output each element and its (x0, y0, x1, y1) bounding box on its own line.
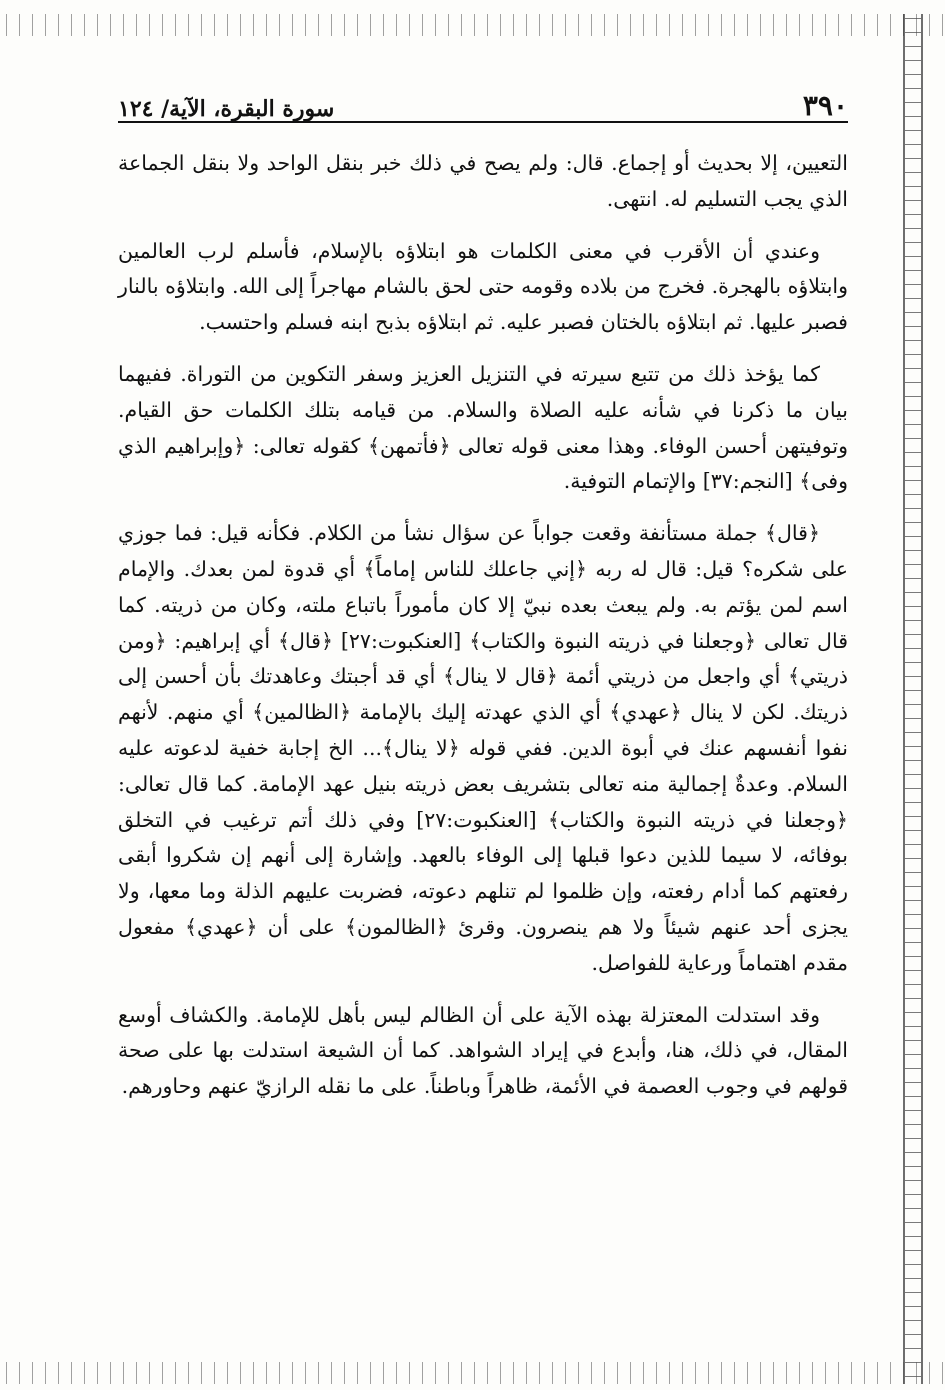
paragraph: كما يؤخذ ذلك من تتبع سيرته في التنزيل العزيز وسفر التكوين من التوراة. ففيهما بيان ما ذكرنا في شأنه عليه الصلاة والسلام. من قيامه بتلك الكلمات حق القيام. وتوفيتهن أحسن الوفاء. وهذا معنى قوله تعالى ﴿فأتمهن﴾ كقوله تعالى: ﴿وإبراهيم الذي وفى﴾ [النجم:٣٧] والإتمام التوفية. (118, 361, 848, 494)
body-text (118, 146, 848, 1105)
right-border-ornament (903, 14, 923, 1384)
paragraph: ﴿قال﴾ جملة مستأنفة وقعت جواباً عن سؤال نشأ من الكلام. فكأنه قيل: فما جوزي على شكره؟ قيل: قال له ربه ﴿إني جاعلك للناس إماماً﴾ أي قدوة لمن بعدك. والإمام اسم لمن يؤتم به. ولم يبعث بعده نبيّ إلا كان مأموراً باتباع ملته، وكان من ذريته. كما قال تعالى ﴿وجعلنا في ذريته النبوة والكتاب﴾ [العنكبوت:٢٧] ﴿قال﴾ أي إبراهيم: ﴿ومن ذريتي﴾ أي واجعل من ذريتي أئمة ﴿قال لا ينال﴾ أي قد أجبتك وعاهدتك بأن أحسن إلى ذريتك. لكن لا ينال ﴿عهدي﴾ أي الذي عهدته إليك بالإمامة ﴿الظالمين﴾ أي منهم. لأنهم نفوا أنفسهم عنك في أبوة الدين. ففي قوله ﴿لا ينال﴾... الخ إجابة خفية لدعوته عليه السلام. وعدةٌ إجمالية منه تعالى بتشريف بعض ذريته بنيل عهد الإمامة. كما قال تعالى: ﴿وجعلنا في ذريته النبوة والكتاب﴾ [العنكبوت:٢٧] وفي ذلك أتم ترغيب في التخلق بوفائه، لا سيما للذين دعوا قبلها إلى الوفاء بالعهد. وإشارة إلى أنهم إن شكروا أبقى رفعتهم كما أدام رفعته، وإن ظلموا لم تنلهم دعوته، فضربت عليهم الذلة وما معها، ولا يجزى أحد عنهم شيئاً ولا هم ينصرون. وقرئ ﴿الظالمون﴾ على أن ﴿عهدي﴾ مفعول مقدم اهتماماً ورعاية للفواصل. (118, 521, 849, 975)
top-border-ornament (0, 14, 945, 36)
page-header (118, 78, 848, 122)
running-title: سورة البقرة، الآية/ ١٢٤ (118, 96, 335, 122)
paragraph: وقد استدلت المعتزلة بهذه الآية على أن الظالم ليس بأهل للإمامة. والكشاف أوسع المقال، في ذلك، هنا، وأبدع في إيراد الشواهد. كما أن الشيعة استدلت بها على صحة قولهم في وجوب العصمة في الأئمة، ظاهراً وباطناً. على ما نقله الرازيّ عنهم وحاورهم. (118, 1002, 848, 1099)
paragraph: وعندي أن الأقرب في معنى الكلمات هو ابتلاؤه بالإسلام، فأسلم لرب العالمين وابتلاؤه بالهجرة. فخرج من بلاده وقومه حتى لحق بالشام مهاجراً إلى الله. وابتلاؤه بالنار فصبر عليها. ثم ابتلاؤه بالختان فصبر عليه. ثم ابتلاؤه بذبح ابنه فسلم واحتسب. (118, 238, 848, 335)
header-rule (118, 121, 848, 123)
paragraph: التعيين، إلا بحديث أو إجماع. قال: ولم يصح في ذلك خبر بنقل الواحد ولا بنقل الجماعة الذي يجب التسليم له. انتهى. (118, 151, 848, 211)
bottom-border-ornament (0, 1362, 945, 1384)
page-number: ٣٩٠ (802, 89, 848, 122)
